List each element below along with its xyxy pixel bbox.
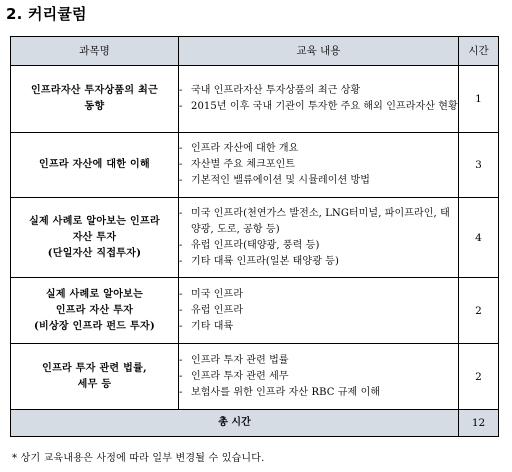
content-cell	[179, 198, 459, 278]
content-item: - 인프라 투자 관련 세무	[179, 369, 458, 385]
content-item: - 기타 대륙 인프라(일본 태양광 등)	[179, 254, 458, 270]
subject-cell	[11, 278, 179, 344]
subject-line: 동향	[84, 101, 105, 112]
subject-line: 인프라 투자 관련 법률,	[42, 362, 147, 374]
hours-cell: 3	[459, 133, 499, 198]
header-hours: 시간	[459, 37, 499, 66]
hours-cell: 2	[459, 278, 499, 344]
subject-cell	[11, 344, 179, 410]
hours-cell: 2	[459, 344, 499, 410]
section-title: 2. 커리큘럼	[6, 5, 87, 23]
content-item: - 인프라 투자 관련 법률	[179, 353, 458, 369]
total-label: 총 시간	[11, 410, 459, 437]
content-list	[179, 141, 458, 189]
content-item: - 인프라 자산에 대한 개요	[179, 141, 458, 157]
subject-line: (비상장 인프라 펀드 투자)	[33, 320, 155, 332]
hours-cell: 1	[459, 66, 499, 133]
content-item: - 유럽 인프라	[179, 303, 458, 319]
content-cell	[179, 278, 459, 344]
curriculum-table	[10, 36, 499, 437]
table-row	[11, 133, 499, 198]
table-row	[11, 198, 499, 278]
table-row	[11, 66, 499, 133]
total-row	[11, 410, 499, 437]
content-list	[179, 206, 458, 270]
content-cell	[179, 133, 459, 198]
footnote: * 상기 교육내용은 사정에 따라 일부 변경될 수 있습니다.	[12, 453, 265, 464]
table-header-row	[11, 37, 499, 66]
table-row	[11, 344, 499, 410]
hours-cell: 4	[459, 198, 499, 278]
content-list	[179, 287, 458, 335]
table-row	[11, 278, 499, 344]
content-item: - 국내 인프라자산 투자상품의 최근 상황	[179, 83, 458, 99]
content-item: - 2015년 이후 국내 기관이 투자한 주요 해외 인프라자산 현황	[179, 99, 458, 115]
subject-line: 세무 등	[77, 378, 112, 390]
subject-line: 인프라 자산에 대한 이해	[39, 159, 150, 170]
content-cell	[179, 344, 459, 410]
content-item: - 보험사를 위한 인프라 자산 RBC 규제 이해	[179, 385, 458, 401]
content-item: - 기타 대륙	[179, 319, 458, 335]
subject-line: 실제 사례로 알아보는 인프라	[29, 215, 160, 227]
subject-cell	[11, 198, 179, 278]
subject-cell	[11, 66, 179, 133]
content-item: - 유럽 인프라(태양광, 풍력 등)	[179, 238, 458, 254]
subject-line: 인프라자산 투자상품의 최근	[30, 85, 159, 96]
content-item: - 미국 인프라	[179, 287, 458, 303]
subject-cell	[11, 133, 179, 198]
total-hours: 12	[459, 410, 499, 437]
subject-line: 자산 투자	[72, 231, 117, 243]
header-content: 교육 내용	[179, 37, 459, 66]
content-item: - 미국 인프라(천연가스 발전소, LNG터미널, 파이프라인, 태양광, 도로, 공항 등)	[179, 206, 458, 238]
content-list	[179, 83, 458, 115]
subject-line: 실제 사례로 알아보는	[45, 288, 144, 300]
content-cell	[179, 66, 459, 133]
content-item: - 기본적인 밸류에이션 및 시뮬레이션 방법	[179, 173, 458, 189]
subject-line: (단일자산 직접투자)	[47, 247, 142, 259]
content-item: - 자산별 주요 체크포인트	[179, 157, 458, 173]
content-list	[179, 353, 458, 401]
subject-line: 인프라 자산 투자	[55, 304, 134, 316]
header-subject: 과목명	[11, 37, 179, 66]
